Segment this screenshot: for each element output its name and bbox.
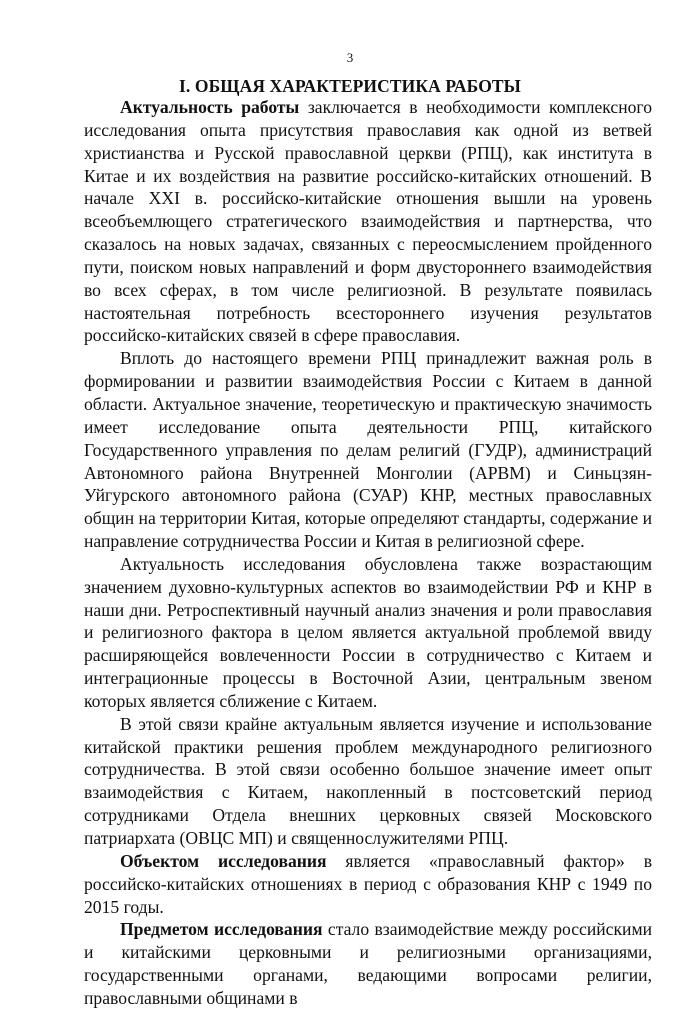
- paragraph-lead: Объектом исследования: [120, 850, 327, 871]
- paragraph-subject: [84, 918, 652, 1009]
- paragraph-lead: Предметом исследования: [120, 919, 323, 940]
- paragraph-roc-role: [84, 347, 652, 553]
- paragraph-relevance: [84, 96, 652, 347]
- paragraph-text: Вплоть до настоящего времени РПЦ принадлежит важная роль в формировании и развитии взаимодействия России с Китаем в данной области. Актуальное значение, теоретическую и практическую значимость имеет исследование опыта деятельности РПЦ, китайского Государственного управления по делам религий (ГУДР), администраций Автономного района Внутренней Монголии (АРВМ) и Синьцзян-Уйгурского автономного района (СУАР) КНР, местных православных общин на территории Китая, которые определяют стандарты, содержание и направление сотрудничества России и Китая в религиозной сфере.: [84, 348, 652, 552]
- paragraph-spiritual-aspects: [84, 553, 652, 713]
- paragraph-text: заключается в необходимости комплексного исследования опыта присутствия православия как одной из ветвей христианства и Русской православной церкви (РПЦ), как института в Китае и их воздействия на развитие российско-китайских отношений. В начале XXI в. российско-китайские отношения вышли на уровень всеобъемлющего стратегического взаимодействия и партнерства, что сказалось на новых задачах, связанных с переосмыслением пройденного пути, поиском новых направлений и форм двустороннего взаимодействия во всех сферах, в том числе религиозной. В результате появилась настоятельная потребность всестороннего изучения результатов российско-китайских связей в сфере православия.: [84, 97, 653, 346]
- paragraph-text: Актуальность исследования обусловлена также возрастающим значением духовно-культурных аспектов во взаимодействии РФ и КНР в наши дни. Ретроспективный научный анализ значения и роли православия и религиозного фактора в целом является актуальной проблемой ввиду расширяющейся вовлеченности России в сотрудничество с Китаем и интеграционные процессы в Восточной Азии, центральным звеном которых является сближение с Китаем.: [84, 553, 652, 711]
- page-number: 3: [346, 50, 354, 65]
- paragraph-chinese-practice: [84, 713, 652, 850]
- body-text: [84, 96, 652, 1010]
- paragraph-lead: Актуальность работы: [120, 97, 300, 117]
- paragraph-text: является «православный фактор» в российско-китайских отношениях в период с образования КНР с 1949 по 2015 годы.: [84, 850, 652, 917]
- paragraph-text: В этой связи крайне актуальным является изучение и использование китайской практики решения проблем международного религиозного сотрудничества. В этой связи особенно большое значение имеет опыт взаимодействия с Китаем, накопленный в постсоветский период сотрудниками Отдела внешних церковных связей Московского патриархата (ОВЦС МП) и священнослужителями РПЦ.: [84, 713, 652, 848]
- section-heading: I. ОБЩАЯ ХАРАКТЕРИСТИКА РАБОТЫ: [179, 76, 521, 96]
- paragraph-text: стало взаимодействие между российскими и китайскими церковными и религиозными организациями, государственными органами, ведающими вопросами религии, православными общинами в: [84, 919, 652, 1008]
- paragraph-object: [84, 850, 652, 919]
